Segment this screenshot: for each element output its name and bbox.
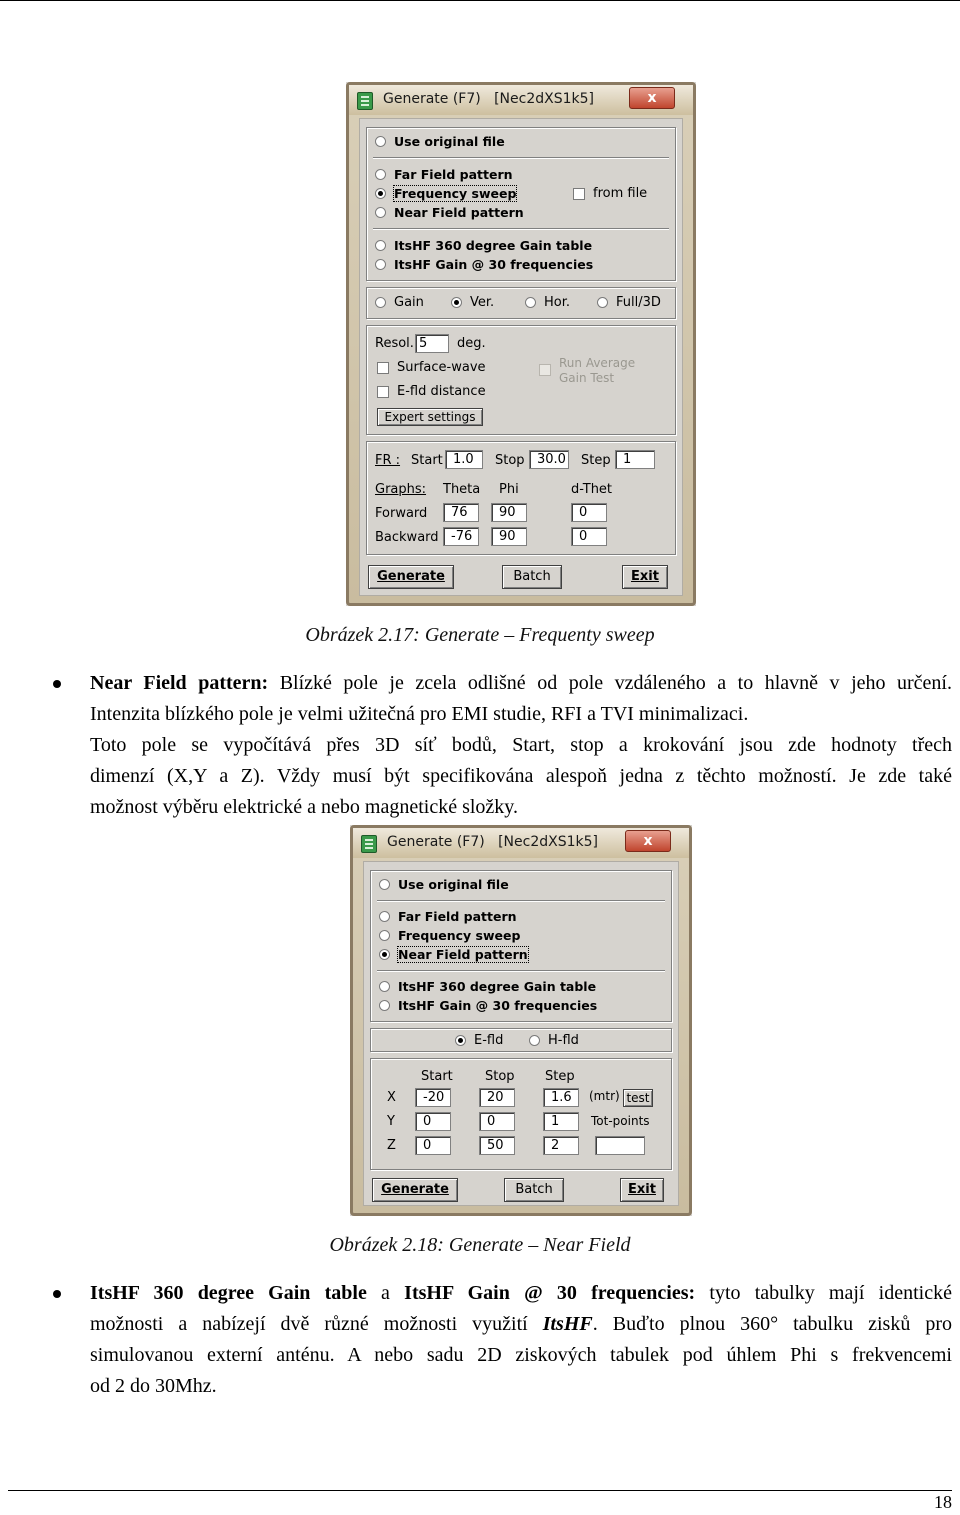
test-button[interactable]: test xyxy=(623,1089,653,1107)
e-fld-radio[interactable]: E-fld xyxy=(455,1033,503,1048)
itshf-360-term: ItsHF 360 degree Gain table xyxy=(90,1282,367,1304)
checkbox-box xyxy=(539,364,551,376)
near-field-paragraph: Near Field pattern: Blízké pole je zcela odlišné od pole vzdáleného a to hlavně v jeho určení. Intenzita blízkého pole je velmi užitečná pro EMI studie, RFI a TVI minimalizaci. Toto pole se vypočítává přes 3D síť bodů, Start, stop a krokování jsou zde hodnoty třech dimenzí (X,Y a Z). Vždy musí být specifikována alespoň jedna z těchto možností. Je zde také možnost výběru elektrické a nebo magnetické složky. xyxy=(90,672,952,818)
phi-label: Phi xyxy=(499,482,519,497)
radio-dot-selected xyxy=(375,188,386,199)
itshf-360-radio[interactable]: ItsHF 360 degree Gain table xyxy=(379,979,596,994)
generate-button[interactable]: Generate xyxy=(368,565,454,589)
batch-button[interactable]: Batch xyxy=(504,1178,564,1202)
from-file-checkbox[interactable]: from file xyxy=(573,186,647,201)
fr-label: FR : xyxy=(375,453,401,468)
generate-dialog-frequency-sweep xyxy=(346,82,696,606)
start-label: Start xyxy=(421,1069,453,1084)
x-stop-input[interactable]: 20 xyxy=(479,1088,515,1107)
footer-rule xyxy=(8,1490,952,1491)
forward-theta-input[interactable]: 76 xyxy=(443,503,479,522)
itshf-paragraph: ItsHF 360 degree Gain table a ItsHF Gain @ 30 frequencies: tyto tabulky mají identické možnosti a nabízejí dvě různé možnosti využití ItsHF. Buďto plnou 360° tabulku zisků pro simulovanou externí anténu. A nebo sadu 2D ziskových tabulek pod úhlem Phi s frekvencemi od 2 do 30Mhz. xyxy=(90,1282,952,1397)
separator xyxy=(373,157,669,159)
window-title: Generate (F7) [Nec2dXS1k5] xyxy=(387,834,598,850)
itshf-360-radio[interactable]: ItsHF 360 degree Gain table xyxy=(375,238,592,253)
y-step-input[interactable]: 1 xyxy=(543,1112,579,1131)
start-freq-input[interactable]: 1.0 xyxy=(445,450,483,469)
itshf-30-radio[interactable]: ItsHF Gain @ 30 frequencies xyxy=(379,998,597,1013)
hor-radio[interactable]: Hor. xyxy=(525,295,570,310)
exit-button[interactable]: Exit xyxy=(620,1178,664,1202)
mtr-label: (mtr) xyxy=(589,1089,620,1103)
stop-label: Stop xyxy=(485,1069,515,1084)
bullet xyxy=(53,680,61,688)
radio-dot xyxy=(375,297,386,308)
x-label: X xyxy=(387,1090,396,1105)
itshf-30-term: ItsHF Gain @ 30 frequencies: xyxy=(404,1282,696,1304)
radio-dot xyxy=(597,297,608,308)
field-type-group xyxy=(370,1028,672,1052)
bullet xyxy=(53,1290,61,1298)
z-start-input[interactable]: 0 xyxy=(415,1136,451,1155)
close-button[interactable]: x xyxy=(629,87,675,109)
radio-dot-selected xyxy=(451,297,462,308)
z-step-input[interactable]: 2 xyxy=(543,1136,579,1155)
output-type-group xyxy=(366,127,676,281)
far-field-pattern-radio[interactable]: Far Field pattern xyxy=(375,167,513,182)
radio-dot xyxy=(379,879,390,890)
use-original-file-radio[interactable]: Use original file xyxy=(375,134,505,149)
app-icon xyxy=(357,92,373,110)
near-field-term: Near Field pattern: xyxy=(90,672,269,694)
radio-dot-selected xyxy=(379,949,390,960)
z-stop-input[interactable]: 50 xyxy=(479,1136,515,1155)
separator xyxy=(377,900,665,902)
z-label: Z xyxy=(387,1138,396,1153)
step-label: Step xyxy=(581,453,611,468)
h-fld-radio[interactable]: H-fld xyxy=(529,1033,579,1048)
app-icon xyxy=(361,835,377,853)
near-field-pattern-radio[interactable]: Near Field pattern xyxy=(375,205,524,220)
frequency-graphs-group xyxy=(366,441,676,555)
separator xyxy=(377,970,665,972)
title-bar xyxy=(349,85,693,115)
dialog-client xyxy=(363,861,679,1206)
expert-settings-button[interactable]: Expert settings xyxy=(377,408,483,426)
x-step-input[interactable]: 1.6 xyxy=(543,1088,579,1107)
itshf-30-radio[interactable]: ItsHF Gain @ 30 frequencies xyxy=(375,257,593,272)
radio-dot-selected xyxy=(455,1035,466,1046)
checkbox-box xyxy=(573,188,585,200)
stop-label: Stop xyxy=(495,453,525,468)
close-button[interactable]: x xyxy=(625,830,671,852)
radio-dot xyxy=(379,1000,390,1011)
frequency-sweep-radio[interactable]: Frequency sweep xyxy=(375,186,516,201)
start-label: Start xyxy=(411,453,443,468)
stop-freq-input[interactable]: 30.0 xyxy=(529,450,569,469)
y-start-input[interactable]: 0 xyxy=(415,1112,451,1131)
radio-dot xyxy=(375,169,386,180)
forward-dtheta-input[interactable]: 0 xyxy=(571,503,607,522)
forward-phi-input[interactable]: 90 xyxy=(491,503,527,522)
y-label: Y xyxy=(387,1114,395,1129)
polarization-group xyxy=(366,287,676,319)
output-type-group xyxy=(370,870,672,1022)
batch-button[interactable]: Batch xyxy=(502,565,562,589)
radio-dot xyxy=(375,240,386,251)
checkbox-box xyxy=(377,362,389,374)
step-freq-input[interactable]: 1 xyxy=(615,450,655,469)
use-original-file-radio[interactable]: Use original file xyxy=(379,877,509,892)
generate-dialog-near-field xyxy=(350,825,692,1216)
forward-label: Forward xyxy=(375,506,428,521)
full-3d-radio[interactable]: Full/3D xyxy=(597,295,661,310)
exit-button[interactable]: Exit xyxy=(622,565,668,589)
d-theta-label: d-Thet xyxy=(571,482,613,497)
x-start-input[interactable]: -20 xyxy=(415,1088,451,1107)
top-rule xyxy=(0,0,960,3)
radio-dot xyxy=(375,259,386,270)
tot-points-field[interactable] xyxy=(595,1136,645,1155)
step-label: Step xyxy=(545,1069,575,1084)
backward-label: Backward xyxy=(375,530,439,545)
tot-points-label: Tot-points xyxy=(591,1114,650,1128)
checkbox-box xyxy=(377,386,389,398)
radio-dot xyxy=(529,1035,540,1046)
grid-points-group xyxy=(370,1058,672,1170)
page-number: 18 xyxy=(934,1492,952,1512)
generate-button[interactable]: Generate xyxy=(372,1178,458,1202)
radio-dot xyxy=(379,911,390,922)
backward-phi-input[interactable]: 90 xyxy=(491,527,527,546)
surface-wave-checkbox[interactable]: Surface-wave xyxy=(377,360,486,375)
radio-dot xyxy=(379,981,390,992)
title-bar xyxy=(353,828,689,858)
figure-caption-2-17: Obrázek 2.17: Generate – Frequenty sweep xyxy=(305,624,655,646)
theta-label: Theta xyxy=(443,482,481,497)
backward-theta-input[interactable]: -76 xyxy=(443,527,479,546)
ver-radio[interactable]: Ver. xyxy=(451,295,494,310)
deg-label: deg. xyxy=(457,336,486,351)
radio-dot xyxy=(375,207,386,218)
resol-label: Resol. xyxy=(375,336,414,351)
radio-dot xyxy=(375,136,386,147)
resolution-group xyxy=(366,325,676,435)
window-title: Generate (F7) [Nec2dXS1k5] xyxy=(383,91,594,107)
near-field-pattern-radio[interactable]: Near Field pattern xyxy=(379,947,528,962)
run-average-gain-test-checkbox[interactable] xyxy=(539,356,635,386)
gain-radio[interactable]: Gain xyxy=(375,295,424,310)
run-average-label: Run Average Gain Test xyxy=(559,356,636,385)
separator xyxy=(373,228,669,230)
resol-input[interactable]: 5 xyxy=(415,334,449,353)
radio-dot xyxy=(525,297,536,308)
backward-dtheta-input[interactable]: 0 xyxy=(571,527,607,546)
y-stop-input[interactable]: 0 xyxy=(479,1112,515,1131)
efld-distance-checkbox[interactable]: E-fld distance xyxy=(377,384,486,399)
far-field-pattern-radio[interactable]: Far Field pattern xyxy=(379,909,517,924)
figure-caption-2-18: Obrázek 2.18: Generate – Near Field xyxy=(329,1234,631,1256)
radio-dot xyxy=(379,930,390,941)
dialog-client xyxy=(359,118,683,596)
itshf-emphasis: ItsHF xyxy=(542,1313,593,1335)
graphs-label: Graphs: xyxy=(375,482,427,497)
frequency-sweep-radio[interactable]: Frequency sweep xyxy=(379,928,520,943)
